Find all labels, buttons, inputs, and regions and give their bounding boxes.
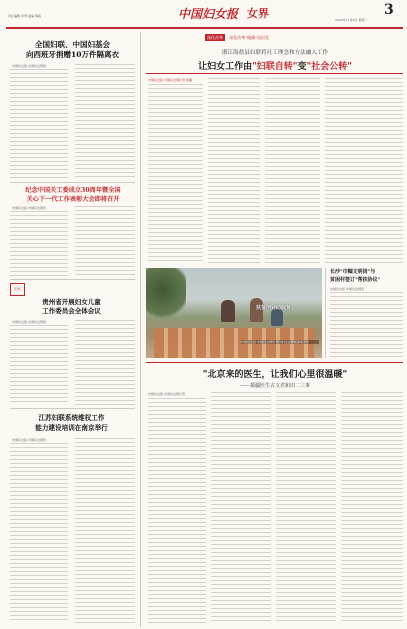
bottom-story-title: "北京来的医生，让我们心里很温暖" [202,370,348,380]
left-sep-3 [10,408,135,409]
right-headline: 长沙"巾帼文明岗"与 贫困村签订"帮扶协议" [330,269,381,283]
page-number: 3 [384,2,394,18]
photo-caption-body: 中国妇女报·中国妇女网讯 图为妇女在种植基地劳作 [241,340,319,344]
left-body-2a [10,211,68,276]
bottom-body-col3 [276,392,336,623]
left-byline-3: 中国妇女报·中国妇女网讯 [12,320,46,324]
left-body-4b [75,438,135,623]
left-logo-stamp [10,283,25,296]
left-body-1a [10,69,68,179]
top-story-rule [146,73,403,74]
kicker-text: 深化改革"破圈"再出发 [229,35,269,40]
photo-person-1 [221,300,235,322]
left-byline-1: 中国妇女报·中国妇女网讯 [12,64,46,68]
left-body-3a [10,325,68,405]
logo-mark: 妇女 [14,287,21,291]
top-body-col1 [148,84,203,264]
masthead [0,0,407,30]
top-body-col3 [265,78,320,264]
left-col-divider [140,32,141,627]
top-body-col2 [208,78,260,264]
top-story-byline: 中国妇女报·中国妇女网记者 徐鑫 [148,78,192,82]
left-byline-2: 中国妇女报·中国妇女网讯 [12,206,46,210]
bottom-body-col2 [211,392,271,623]
left-sep-1 [10,182,135,183]
masthead-rule [6,27,403,29]
left-byline-4: 中国妇女报·中国妇女网讯 [12,438,46,442]
right-body [330,292,403,358]
left-body-1b [75,64,135,179]
bottom-body-col1 [148,398,206,623]
left-body-4a [10,443,68,623]
left-headline-2: 纪念中国关工委成立30周年暨全国 关心下一代工作表彰大会即将召开 [25,187,121,203]
section-name: 女界 [247,7,269,20]
bottom-body-col4 [341,392,403,623]
issue-date: 2020年11月9日 星期一 [335,18,368,22]
news-photo [146,268,322,358]
kicker-tag: 深化改革 [207,35,223,40]
bottom-story-subtitle: ——援疆医生古文君和田二三事 [239,383,310,389]
right-byline: 中国妇女报·中国妇女网讯 [330,287,364,291]
top-body-col4 [325,78,403,264]
photo-tree [146,268,186,323]
left-headline-4: 江苏妇联系统维权工作 能力建设培训在南京举行 [35,414,108,432]
edition-info: 责任编辑 李琴 美编 胡娟 [8,14,41,18]
paper-name: 中国妇女报 [178,7,239,21]
left-sep-2 [10,279,135,280]
bottom-story-rule [146,362,403,363]
left-body-2b [75,206,135,276]
left-headline-3: 贵州省开展妇女儿童 工作委员会全体会议 [42,298,101,315]
photo-caption-title: 扶贫创业助脱贫 [256,305,292,311]
top-story-title: 让妇女工作由"妇联自转"变"社会公转" [198,62,352,72]
bottom-story-byline: 中国妇女报·中国妇女网记者 [148,392,185,396]
left-headline-1: 全国妇联、中国妇基会 向西班牙捐赠10万件隔离衣 [26,40,119,59]
right-col-divider [325,268,326,358]
top-story-kicker [205,35,355,41]
left-body-3b [75,320,135,405]
top-story-subtitle: 浙江海盐县妇联将社工理念和方法融入工作 [221,50,329,56]
